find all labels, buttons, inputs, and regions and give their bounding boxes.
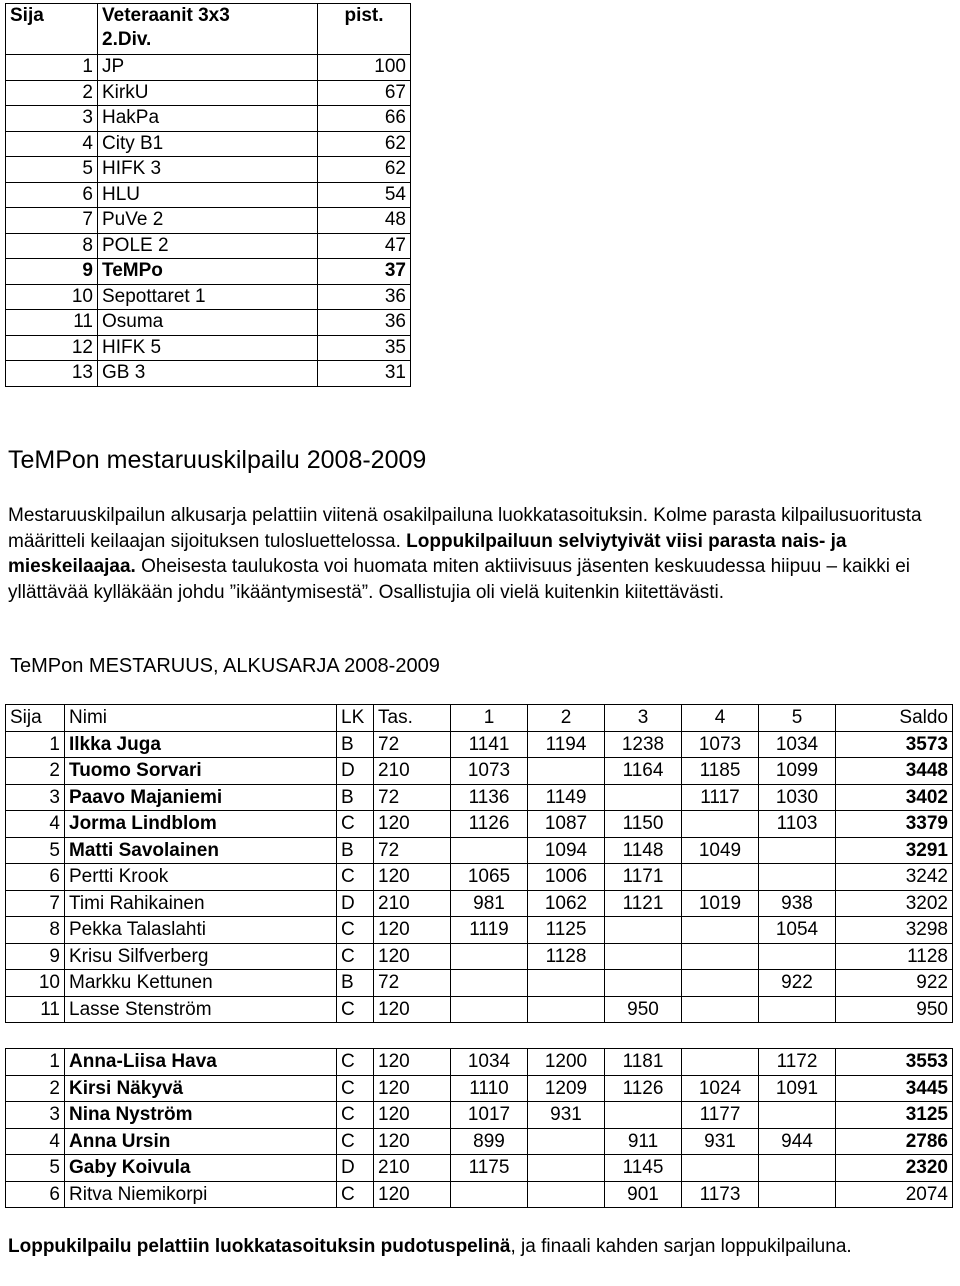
result-round-1: 1126 <box>451 811 528 838</box>
results-row <box>6 811 953 838</box>
result-sija: 5 <box>6 1155 65 1182</box>
standing-team: HIFK 5 <box>98 335 318 361</box>
header-result-sija: Sija <box>6 705 65 732</box>
results-row <box>6 837 953 864</box>
result-lk: C <box>337 1049 374 1076</box>
result-saldo: 3298 <box>836 917 953 944</box>
result-round-4 <box>682 996 759 1023</box>
standing-position: 4 <box>6 131 98 157</box>
standing-points: 36 <box>318 310 411 336</box>
result-round-2 <box>528 758 605 785</box>
standing-team: HLU <box>98 182 318 208</box>
result-round-4: 1049 <box>682 837 759 864</box>
result-round-5: 1103 <box>759 811 836 838</box>
results-row <box>6 1102 953 1129</box>
result-round-2 <box>528 1155 605 1182</box>
standings-row <box>6 310 411 336</box>
results-row <box>6 784 953 811</box>
result-saldo: 2786 <box>836 1128 953 1155</box>
result-round-3 <box>605 1102 682 1129</box>
result-round-2: 1128 <box>528 943 605 970</box>
result-nimi: Paavo Majaniemi <box>65 784 337 811</box>
result-tas: 120 <box>374 917 451 944</box>
result-saldo: 3125 <box>836 1102 953 1129</box>
header-pist: pist. <box>318 4 411 55</box>
standing-team: JP <box>98 55 318 81</box>
result-round-4: 1024 <box>682 1075 759 1102</box>
result-round-5: 1030 <box>759 784 836 811</box>
result-sija: 11 <box>6 996 65 1023</box>
standings-row <box>6 233 411 259</box>
result-sija: 9 <box>6 943 65 970</box>
result-sija: 8 <box>6 917 65 944</box>
result-round-1 <box>451 970 528 997</box>
result-round-4 <box>682 917 759 944</box>
result-round-4: 1177 <box>682 1102 759 1129</box>
standings-row <box>6 106 411 132</box>
result-round-3: 1150 <box>605 811 682 838</box>
standing-points: 62 <box>318 157 411 183</box>
standings-row <box>6 208 411 234</box>
result-saldo: 1128 <box>836 943 953 970</box>
header-result-saldo: Saldo <box>836 705 953 732</box>
result-round-1: 1119 <box>451 917 528 944</box>
standing-position: 9 <box>6 259 98 285</box>
result-round-4 <box>682 970 759 997</box>
men-results-table <box>5 704 953 1023</box>
header-title: Veteraanit 3x3 2.Div. <box>98 4 318 55</box>
result-sija: 6 <box>6 864 65 891</box>
header-result-nimi: Nimi <box>65 705 337 732</box>
result-lk: D <box>337 758 374 785</box>
result-lk: C <box>337 811 374 838</box>
result-tas: 72 <box>374 731 451 758</box>
result-saldo: 3573 <box>836 731 953 758</box>
section-heading: TeMPon mestaruuskilpailu 2008-2009 <box>8 446 427 474</box>
results-row <box>6 1075 953 1102</box>
result-round-1 <box>451 943 528 970</box>
result-round-1 <box>451 837 528 864</box>
result-round-5: 1099 <box>759 758 836 785</box>
result-sija: 3 <box>6 784 65 811</box>
women-results-table <box>5 1048 953 1208</box>
result-round-4: 1117 <box>682 784 759 811</box>
standing-points: 31 <box>318 361 411 387</box>
standings-row <box>6 335 411 361</box>
result-nimi: Krisu Silfverberg <box>65 943 337 970</box>
header-result-round-3: 3 <box>605 705 682 732</box>
results-row <box>6 1049 953 1076</box>
intro-text-1: Mestaruuskilpailun alkusarja pelattiin viitenä osakilpailuna luokkatasoituksin. Kolme parasta kilpailusuoritusta määritteli keilaajan sijoituksen tulosluettelossa. <box>8 505 922 552</box>
result-nimi: Anna Ursin <box>65 1128 337 1155</box>
result-saldo: 3553 <box>836 1049 953 1076</box>
standing-points: 54 <box>318 182 411 208</box>
results-row <box>6 731 953 758</box>
results-row <box>6 1128 953 1155</box>
standing-points: 66 <box>318 106 411 132</box>
result-round-5 <box>759 837 836 864</box>
result-round-3: 1171 <box>605 864 682 891</box>
result-tas: 120 <box>374 864 451 891</box>
standing-position: 12 <box>6 335 98 361</box>
result-round-2: 931 <box>528 1102 605 1129</box>
standing-team: KirkU <box>98 80 318 106</box>
result-round-2: 1006 <box>528 864 605 891</box>
result-saldo: 2074 <box>836 1181 953 1208</box>
results-row <box>6 917 953 944</box>
result-nimi: Jorma Lindblom <box>65 811 337 838</box>
results-heading: TeMPon MESTARUUS, ALKUSARJA 2008-2009 <box>10 655 440 677</box>
result-sija: 7 <box>6 890 65 917</box>
result-saldo: 3242 <box>836 864 953 891</box>
header-result-tas: Tas. <box>374 705 451 732</box>
result-saldo: 3202 <box>836 890 953 917</box>
result-round-3: 1181 <box>605 1049 682 1076</box>
result-nimi: Matti Savolainen <box>65 837 337 864</box>
result-round-3 <box>605 970 682 997</box>
header-result-lk: LK <box>337 705 374 732</box>
result-round-5: 1054 <box>759 917 836 944</box>
standings-row <box>6 361 411 387</box>
result-round-4 <box>682 811 759 838</box>
result-nimi: Nina Nyström <box>65 1102 337 1129</box>
intro-text-2: Oheisesta taulukosta voi huomata miten aktiivisuus jäsenten keskuudessa hiipuu – kaikki ei yllättävää kylläkään johdu ”ikääntymisestä”. Osallistujia oli vielä kuitenkin kiitettävästi. <box>8 556 910 603</box>
result-tas: 210 <box>374 1155 451 1182</box>
result-tas: 210 <box>374 890 451 917</box>
league-standings-table <box>5 3 411 387</box>
standing-points: 67 <box>318 80 411 106</box>
result-round-2: 1200 <box>528 1049 605 1076</box>
result-round-4: 1019 <box>682 890 759 917</box>
result-sija: 6 <box>6 1181 65 1208</box>
result-round-2: 1194 <box>528 731 605 758</box>
standings-row <box>6 284 411 310</box>
standing-points: 47 <box>318 233 411 259</box>
result-round-5: 1091 <box>759 1075 836 1102</box>
result-sija: 2 <box>6 758 65 785</box>
result-nimi: Ritva Niemikorpi <box>65 1181 337 1208</box>
result-sija: 4 <box>6 1128 65 1155</box>
standing-position: 2 <box>6 80 98 106</box>
result-round-4: 1185 <box>682 758 759 785</box>
result-nimi: Anna-Liisa Hava <box>65 1049 337 1076</box>
result-lk: C <box>337 996 374 1023</box>
result-round-5 <box>759 864 836 891</box>
result-round-4: 1073 <box>682 731 759 758</box>
standing-team: HakPa <box>98 106 318 132</box>
standing-position: 10 <box>6 284 98 310</box>
result-sija: 3 <box>6 1102 65 1129</box>
result-round-1: 1017 <box>451 1102 528 1129</box>
result-nimi: Lasse Stenström <box>65 996 337 1023</box>
result-round-3: 1145 <box>605 1155 682 1182</box>
result-round-2: 1094 <box>528 837 605 864</box>
result-nimi: Gaby Koivula <box>65 1155 337 1182</box>
result-lk: B <box>337 784 374 811</box>
result-nimi: Pekka Talaslahti <box>65 917 337 944</box>
result-sija: 4 <box>6 811 65 838</box>
standings-row <box>6 55 411 81</box>
standings-row <box>6 157 411 183</box>
result-lk: B <box>337 970 374 997</box>
results-row <box>6 1181 953 1208</box>
result-tas: 120 <box>374 811 451 838</box>
intro-paragraph <box>8 503 952 605</box>
standing-points: 62 <box>318 131 411 157</box>
result-nimi: Timi Rahikainen <box>65 890 337 917</box>
intro-text-bold: Loppukilpailuun selviytyivät viisi parasta nais- ja mieskeilaajaa. <box>8 530 847 577</box>
result-round-2 <box>528 970 605 997</box>
standing-points: 100 <box>318 55 411 81</box>
result-lk: B <box>337 731 374 758</box>
result-saldo: 950 <box>836 996 953 1023</box>
result-saldo: 2320 <box>836 1155 953 1182</box>
result-lk: C <box>337 864 374 891</box>
result-round-2: 1087 <box>528 811 605 838</box>
standing-team: POLE 2 <box>98 233 318 259</box>
standing-position: 3 <box>6 106 98 132</box>
result-round-3 <box>605 784 682 811</box>
result-round-1 <box>451 996 528 1023</box>
result-round-3: 1148 <box>605 837 682 864</box>
header-result-round-4: 4 <box>682 705 759 732</box>
result-round-4 <box>682 1155 759 1182</box>
result-saldo: 922 <box>836 970 953 997</box>
standing-team: Osuma <box>98 310 318 336</box>
result-round-3: 950 <box>605 996 682 1023</box>
result-lk: D <box>337 1155 374 1182</box>
result-round-4 <box>682 1049 759 1076</box>
standing-points: 37 <box>318 259 411 285</box>
standing-position: 6 <box>6 182 98 208</box>
result-round-1: 1034 <box>451 1049 528 1076</box>
standing-team: TeMPo <box>98 259 318 285</box>
final-note-bold: Loppukilpailu pelattiin luokkatasoituksin pudotuspelinä <box>8 1236 511 1257</box>
result-tas: 120 <box>374 1102 451 1129</box>
result-round-3: 1164 <box>605 758 682 785</box>
result-round-5: 944 <box>759 1128 836 1155</box>
result-tas: 120 <box>374 1181 451 1208</box>
result-tas: 210 <box>374 758 451 785</box>
header-result-round-1: 1 <box>451 705 528 732</box>
standing-points: 35 <box>318 335 411 361</box>
result-nimi: Tuomo Sorvari <box>65 758 337 785</box>
result-tas: 120 <box>374 1049 451 1076</box>
results-row <box>6 1155 953 1182</box>
results-row <box>6 996 953 1023</box>
results-row <box>6 890 953 917</box>
result-sija: 10 <box>6 970 65 997</box>
result-round-5 <box>759 1181 836 1208</box>
result-round-5 <box>759 1155 836 1182</box>
standing-position: 13 <box>6 361 98 387</box>
standing-team: PuVe 2 <box>98 208 318 234</box>
result-round-1: 1141 <box>451 731 528 758</box>
result-round-4 <box>682 864 759 891</box>
result-tas: 72 <box>374 837 451 864</box>
standing-position: 7 <box>6 208 98 234</box>
standing-team: HIFK 3 <box>98 157 318 183</box>
result-round-5 <box>759 1102 836 1129</box>
standing-position: 8 <box>6 233 98 259</box>
result-sija: 2 <box>6 1075 65 1102</box>
result-saldo: 3379 <box>836 811 953 838</box>
result-round-2: 1125 <box>528 917 605 944</box>
standings-row <box>6 80 411 106</box>
result-lk: C <box>337 917 374 944</box>
result-round-1: 1175 <box>451 1155 528 1182</box>
result-round-1: 981 <box>451 890 528 917</box>
result-round-4: 1173 <box>682 1181 759 1208</box>
result-round-4: 931 <box>682 1128 759 1155</box>
standing-team: City B1 <box>98 131 318 157</box>
result-lk: C <box>337 1128 374 1155</box>
result-sija: 1 <box>6 1049 65 1076</box>
standings-row <box>6 259 411 285</box>
result-tas: 120 <box>374 1075 451 1102</box>
result-nimi: Markku Kettunen <box>65 970 337 997</box>
header-sija: Sija <box>6 4 98 55</box>
result-lk: B <box>337 837 374 864</box>
result-round-5: 922 <box>759 970 836 997</box>
result-round-2: 1149 <box>528 784 605 811</box>
result-saldo: 3445 <box>836 1075 953 1102</box>
result-round-3 <box>605 943 682 970</box>
standing-team: Sepottaret 1 <box>98 284 318 310</box>
result-round-2 <box>528 996 605 1023</box>
result-tas: 120 <box>374 996 451 1023</box>
result-round-3: 911 <box>605 1128 682 1155</box>
header-result-round-2: 2 <box>528 705 605 732</box>
result-round-3: 1238 <box>605 731 682 758</box>
result-nimi: Kirsi Näkyvä <box>65 1075 337 1102</box>
result-round-2: 1209 <box>528 1075 605 1102</box>
result-saldo: 3402 <box>836 784 953 811</box>
result-round-5: 1172 <box>759 1049 836 1076</box>
result-lk: C <box>337 1075 374 1102</box>
standing-position: 1 <box>6 55 98 81</box>
results-row <box>6 943 953 970</box>
league-standings-header <box>6 4 411 55</box>
result-round-1: 899 <box>451 1128 528 1155</box>
standings-row <box>6 131 411 157</box>
standing-points: 48 <box>318 208 411 234</box>
standing-points: 36 <box>318 284 411 310</box>
standing-team: GB 3 <box>98 361 318 387</box>
result-round-2: 1062 <box>528 890 605 917</box>
result-round-5: 938 <box>759 890 836 917</box>
result-round-1: 1065 <box>451 864 528 891</box>
result-round-1 <box>451 1181 528 1208</box>
result-lk: C <box>337 1102 374 1129</box>
final-note-rest: , ja finaali kahden sarjan loppukilpailuna. <box>510 1236 852 1257</box>
result-nimi: Ilkka Juga <box>65 731 337 758</box>
result-tas: 72 <box>374 970 451 997</box>
result-lk: C <box>337 1181 374 1208</box>
result-round-3: 1126 <box>605 1075 682 1102</box>
result-saldo: 3448 <box>836 758 953 785</box>
result-round-1: 1136 <box>451 784 528 811</box>
result-round-2 <box>528 1181 605 1208</box>
result-tas: 120 <box>374 943 451 970</box>
result-lk: C <box>337 943 374 970</box>
result-sija: 5 <box>6 837 65 864</box>
result-nimi: Pertti Krook <box>65 864 337 891</box>
results-row <box>6 758 953 785</box>
result-round-1: 1110 <box>451 1075 528 1102</box>
result-lk: D <box>337 890 374 917</box>
result-round-5: 1034 <box>759 731 836 758</box>
result-round-5 <box>759 943 836 970</box>
results-row <box>6 864 953 891</box>
standings-row <box>6 182 411 208</box>
result-round-1: 1073 <box>451 758 528 785</box>
result-round-3: 901 <box>605 1181 682 1208</box>
results-header-row <box>6 705 953 732</box>
result-round-4 <box>682 943 759 970</box>
result-saldo: 3291 <box>836 837 953 864</box>
final-note <box>8 1234 952 1259</box>
result-sija: 1 <box>6 731 65 758</box>
result-round-3: 1121 <box>605 890 682 917</box>
standing-position: 5 <box>6 157 98 183</box>
result-round-3 <box>605 917 682 944</box>
result-tas: 72 <box>374 784 451 811</box>
result-round-5 <box>759 996 836 1023</box>
result-round-2 <box>528 1128 605 1155</box>
standing-position: 11 <box>6 310 98 336</box>
result-tas: 120 <box>374 1128 451 1155</box>
results-row <box>6 970 953 997</box>
header-result-round-5: 5 <box>759 705 836 732</box>
